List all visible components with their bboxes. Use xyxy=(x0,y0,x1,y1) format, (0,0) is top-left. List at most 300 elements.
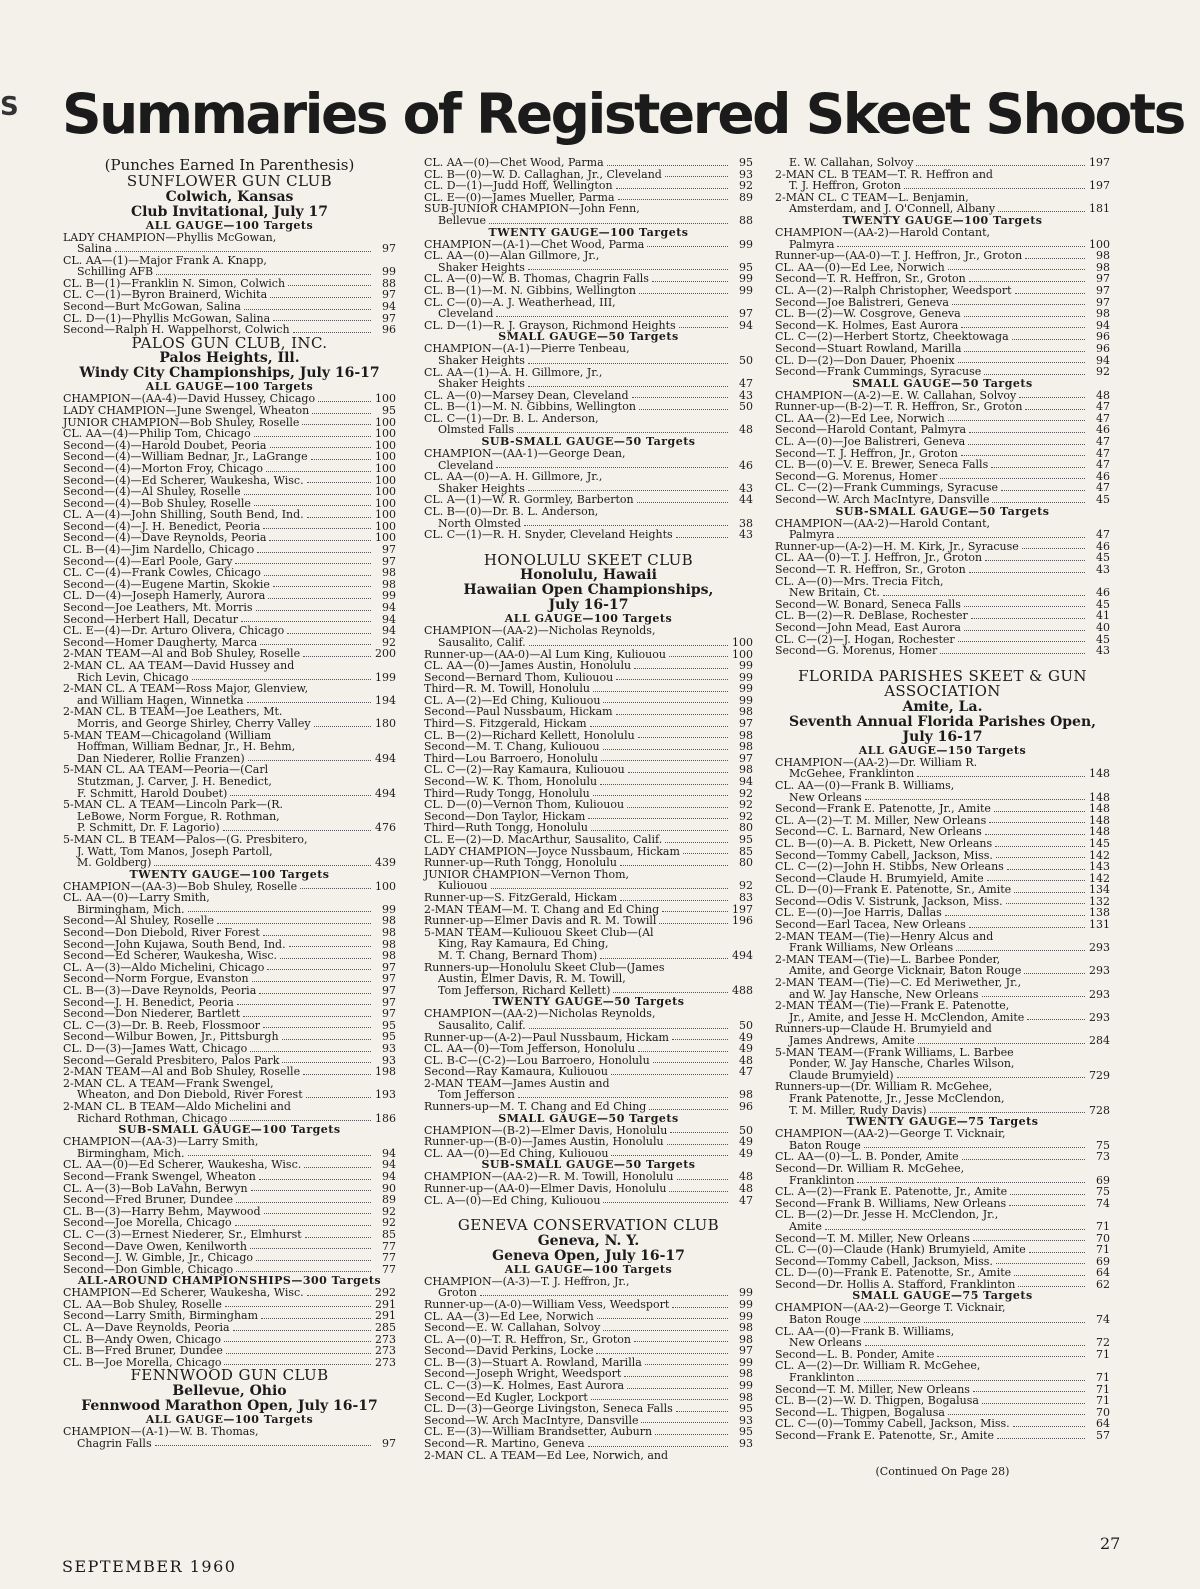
result-row xyxy=(424,529,753,541)
score-value: 83 xyxy=(739,890,753,904)
result-text: Tom Jefferson xyxy=(438,1088,515,1102)
score-value: 47 xyxy=(1096,446,1110,460)
score-value: 94 xyxy=(1096,318,1110,332)
dot-leader xyxy=(917,776,1085,777)
dot-leader xyxy=(958,641,1085,642)
dot-leader xyxy=(236,1271,371,1272)
score-value: 48 xyxy=(1096,388,1110,402)
result-row xyxy=(775,250,1110,262)
result-text: CL. AA—(0)—Frank B. Williams, xyxy=(775,778,955,792)
result-text: Birmingham, Mich. xyxy=(77,1146,185,1160)
score-value: 94 xyxy=(382,612,396,626)
result-text: Franklinton xyxy=(789,1371,855,1385)
gauge-heading: SUB-SMALL GAUGE—100 Targets xyxy=(118,1123,341,1137)
dot-leader xyxy=(616,714,728,715)
dot-leader xyxy=(528,490,728,491)
result-text: F. Schmitt, Harold Doubet) xyxy=(77,786,228,800)
result-text: Rich Levin, Chicago xyxy=(77,670,189,684)
result-text: Chagrin Falls xyxy=(77,1436,152,1450)
result-text: Second—Gerald Presbitero, Palos Park xyxy=(63,1053,280,1067)
dot-leader xyxy=(1022,548,1085,549)
result-text: Amite, and George Vicknair, Baton Rouge xyxy=(789,964,1022,978)
dot-leader xyxy=(647,246,728,247)
score-value: 47 xyxy=(1096,481,1110,495)
score-value: 97 xyxy=(382,288,396,302)
result-row xyxy=(63,799,396,811)
dot-leader xyxy=(628,772,728,773)
dot-leader xyxy=(588,818,728,819)
score-value: 43 xyxy=(1096,644,1110,658)
dot-leader xyxy=(254,436,371,437)
score-value: 48 xyxy=(739,1170,753,1184)
score-value: 92 xyxy=(739,798,753,812)
score-value: 95 xyxy=(382,403,396,417)
score-value: 45 xyxy=(1096,597,1110,611)
result-text: CL. B—(2)—Dr. Jesse H. McClendon, Jr., xyxy=(775,1208,999,1222)
result-text: CL. AA—(0)—Frank B. Williams, xyxy=(775,1324,955,1338)
dot-leader xyxy=(524,525,728,526)
result-text: 5-MAN CL. A TEAM—Lincoln Park—(R. xyxy=(63,798,284,812)
score-value: 100 xyxy=(1089,237,1110,251)
result-row xyxy=(424,285,753,297)
dot-leader xyxy=(611,1155,728,1156)
result-text: CHAMPION—(A-1)—Chet Wood, Parma xyxy=(424,237,645,251)
dot-leader xyxy=(962,1159,1085,1160)
result-text: CL. B—(3)—Harry Behm, Maywood xyxy=(63,1204,261,1218)
dot-leader xyxy=(596,1353,728,1354)
result-row xyxy=(424,506,753,518)
event-title: Fennwood Marathon Open, July 16-17 xyxy=(81,1397,378,1414)
score-value: 77 xyxy=(382,1251,396,1265)
score-value: 99 xyxy=(382,902,396,916)
result-text: Second—C. L. Barnard, New Orleans xyxy=(775,825,982,839)
result-text: Wheaton, and Don Diebold, River Forest xyxy=(77,1088,303,1102)
result-text: CHAMPION—(AA-2)—Nicholas Reynolds, xyxy=(424,1007,656,1021)
result-text: Stutzman, J. Carver, J. H. Benedict, xyxy=(77,774,272,788)
result-text: Second—T. M. Miller, New Orleans xyxy=(775,1231,970,1245)
score-value: 97 xyxy=(382,984,396,998)
dot-leader xyxy=(237,1004,371,1005)
dot-leader xyxy=(600,784,728,785)
dot-leader xyxy=(223,830,371,831)
dot-leader xyxy=(672,1039,728,1040)
score-value: 74 xyxy=(1096,1313,1110,1327)
result-text: 2-MAN TEAM—(Tie)—C. Ed Meriwether, Jr., xyxy=(775,976,1022,990)
dot-leader xyxy=(1007,869,1085,870)
result-text: Second—W. K. Thom, Honolulu xyxy=(424,775,598,789)
score-value: 99 xyxy=(739,682,753,696)
score-value: 273 xyxy=(375,1332,396,1346)
dot-leader xyxy=(969,281,1085,282)
score-value: 41 xyxy=(1096,609,1110,623)
result-text: Second—(4)—Morton Froy, Chicago xyxy=(63,461,263,475)
dot-leader xyxy=(1024,973,1085,974)
dot-leader xyxy=(496,316,728,317)
score-value: 94 xyxy=(1096,353,1110,367)
gauge-heading: ALL GAUGE—100 Targets xyxy=(145,380,314,394)
result-row xyxy=(424,834,753,846)
result-text: CHAMPION—(AA-3)—Larry Smith, xyxy=(63,1135,259,1149)
result-row xyxy=(63,1043,396,1055)
score-value: 89 xyxy=(382,1193,396,1207)
score-value: 99 xyxy=(739,670,753,684)
result-text: CL. D—(0)—Frank E. Patenotte, Sr., Amite xyxy=(775,1266,1012,1280)
dot-leader xyxy=(268,598,371,599)
result-text: T. J. Heffron, Groton xyxy=(789,179,901,193)
result-text: Second—Don Diebold, River Forest xyxy=(63,926,260,940)
dot-leader xyxy=(311,459,371,460)
result-text: CL. C—(0)—A. J. Weatherhead, III, xyxy=(424,295,616,309)
result-text: James Andrews, Amite xyxy=(789,1034,915,1047)
dot-leader xyxy=(226,1353,371,1354)
result-row xyxy=(424,1183,753,1195)
result-text: Second—Don Gimble, Chicago xyxy=(63,1262,234,1276)
result-row xyxy=(424,637,753,649)
dot-leader xyxy=(996,1263,1085,1264)
score-value: 97 xyxy=(1096,295,1110,309)
dot-leader xyxy=(1027,1019,1085,1020)
dot-leader xyxy=(638,1051,728,1052)
result-row xyxy=(424,973,753,985)
gauge-heading: SMALL GAUGE—50 Targets xyxy=(852,376,1033,390)
result-text: Second—Larry Smith, Birmingham xyxy=(63,1309,259,1323)
result-text: CL. E—(0)—James Mueller, Parma xyxy=(424,190,615,204)
dot-leader xyxy=(969,432,1085,433)
score-value: 80 xyxy=(739,821,753,835)
result-row xyxy=(775,1163,1110,1175)
result-text: 2-MAN CL. AA TEAM—David Hussey and xyxy=(63,659,295,672)
dot-leader xyxy=(230,1120,371,1121)
score-value: 148 xyxy=(1089,790,1110,804)
dot-leader xyxy=(273,320,371,321)
result-text: 2-MAN CL. A TEAM—Ed Lee, Norwich, and xyxy=(424,1448,669,1462)
result-text: CHAMPION—(AA-2)—George T. Vicknair, xyxy=(775,1301,1006,1315)
dot-leader xyxy=(603,702,728,703)
gauge-heading: SMALL GAUGE—50 Targets xyxy=(498,330,679,344)
score-value: 46 xyxy=(1096,586,1110,600)
dot-leader xyxy=(669,1191,728,1192)
dot-leader xyxy=(1015,293,1085,294)
dot-leader xyxy=(247,702,371,703)
result-row xyxy=(424,1380,753,1392)
result-text: 5-MAN TEAM—Kuliouou Skeet Club—(Al xyxy=(424,925,654,939)
result-text: CHAMPION—Ed Scherer, Waukesha, Wisc. xyxy=(63,1286,304,1300)
result-text: CL. D—(3)—George Livingston, Seneca Falls xyxy=(424,1402,673,1416)
result-text: CL. A—(2)—Ed Ching, Kuliouou xyxy=(424,693,601,707)
score-value: 494 xyxy=(375,751,396,765)
score-value: 70 xyxy=(1096,1405,1110,1419)
score-value: 98 xyxy=(382,577,396,591)
dot-leader xyxy=(964,630,1085,631)
result-row xyxy=(775,227,1110,239)
score-value: 148 xyxy=(1089,813,1110,827)
dot-leader xyxy=(251,1190,371,1191)
result-text: Palmyra xyxy=(789,528,835,542)
score-value: 98 xyxy=(382,949,396,963)
result-text: 2-MAN CL. B TEAM—Aldo Michelini and xyxy=(63,1099,291,1113)
result-row xyxy=(775,1221,1110,1233)
dot-leader xyxy=(257,552,371,553)
result-row xyxy=(63,857,396,869)
score-value: 94 xyxy=(382,1158,396,1172)
result-text: CL. C—(3)—K. Holmes, East Aurora xyxy=(424,1379,625,1393)
result-text: Runners-up—Claude H. Brumyield and xyxy=(775,1022,992,1036)
result-row xyxy=(63,927,396,939)
score-value: 293 xyxy=(1089,941,1110,955)
result-text: CL. A—(0)—Marsey Dean, Cleveland xyxy=(424,388,629,402)
result-text: Second—W. Arch MacIntyre, Dansville xyxy=(775,493,990,507)
dot-leader xyxy=(964,351,1085,352)
score-value: 43 xyxy=(739,388,753,402)
score-value: 180 xyxy=(375,716,396,730)
result-text: CL. B—(3)—Dave Reynolds, Peoria xyxy=(63,984,257,998)
dot-leader xyxy=(188,911,371,912)
club-name: SUNFLOWER GUN CLUB xyxy=(126,172,333,190)
dot-leader xyxy=(973,1240,1085,1241)
result-text: Second—Fred Bruner, Dundee xyxy=(63,1193,234,1207)
column-2 xyxy=(424,157,753,1461)
score-value: 71 xyxy=(1096,1382,1110,1396)
score-value: 98 xyxy=(1096,260,1110,274)
result-text: Olmsted Falls xyxy=(438,423,515,437)
result-row xyxy=(775,1186,1110,1198)
club-location: Palos Heights, Ill. xyxy=(159,350,300,367)
score-value: 99 xyxy=(739,659,753,673)
result-text: Second—(4)—Dave Reynolds, Peoria xyxy=(63,531,267,545)
result-text: Second—Paul Nussbaum, Hickam xyxy=(424,705,613,719)
result-text: CL. AA—(0)—Ed Ching, Kuliouou xyxy=(424,1146,609,1160)
score-value: 96 xyxy=(1096,330,1110,344)
result-text: Second—Dr. William R. McGehee, xyxy=(775,1161,965,1175)
score-value: 89 xyxy=(739,190,753,204)
result-text: Third—Lou Barroero, Honolulu xyxy=(424,751,599,765)
score-value: 98 xyxy=(1096,307,1110,321)
dot-leader xyxy=(307,1295,371,1296)
result-text: Sausalito, Calif. xyxy=(438,635,526,649)
result-row xyxy=(775,494,1110,506)
score-value: 95 xyxy=(382,1030,396,1044)
dot-leader xyxy=(948,1414,1085,1415)
page-title: Summaries of Registered Skeet Shoots xyxy=(62,82,1184,146)
result-text: Second—W. Bonard, Seneca Falls xyxy=(775,597,961,611)
result-text: LADY CHAMPION—Phyllis McGowan, xyxy=(63,230,277,244)
score-value: 94 xyxy=(739,318,753,332)
score-value: 97 xyxy=(382,242,396,256)
result-text: Second—Bernard Thom, Kuliouou xyxy=(424,670,614,684)
result-text: CL. B—(0)—Dr. B. L. Anderson, xyxy=(424,505,599,519)
dot-leader xyxy=(918,1043,1085,1044)
score-value: 49 xyxy=(739,1135,753,1149)
result-text: Second—Dr. Hollis A. Stafford, Franklinton xyxy=(775,1277,1016,1291)
score-value: 43 xyxy=(1096,563,1110,576)
score-value: 194 xyxy=(375,693,396,707)
dot-leader xyxy=(672,1307,728,1308)
result-text: CL. B—(0)—A. B. Pickett, New Orleans xyxy=(775,836,993,850)
score-value: 99 xyxy=(739,1286,753,1300)
column-1 xyxy=(63,157,396,1449)
dot-leader xyxy=(282,1039,371,1040)
result-row xyxy=(424,1195,753,1207)
score-value: 97 xyxy=(739,751,753,765)
result-text: LeBowe, Norm Forgue, R. Rothman, xyxy=(77,809,280,823)
margin-mark: S xyxy=(0,92,19,122)
event-title: Geneva Open, July 16-17 xyxy=(492,1247,685,1264)
result-text: JUNIOR CHAMPION—Vernon Thom, xyxy=(424,867,630,881)
score-value: 95 xyxy=(382,1018,396,1032)
result-text: CL. AA—(0)—Chet Wood, Parma xyxy=(424,156,604,169)
result-text: CL. C—(4)—Frank Cowles, Chicago xyxy=(63,566,261,580)
continued-note: (Continued On Page 28) xyxy=(875,1464,1010,1478)
score-value: 97 xyxy=(382,960,396,974)
result-row xyxy=(775,436,1110,448)
score-value: 292 xyxy=(375,1286,396,1300)
result-text: Salina xyxy=(77,242,112,256)
dot-leader xyxy=(224,1341,371,1342)
result-text: Second—(4)—Ed Scherer, Waukesha, Wisc. xyxy=(63,473,304,487)
result-text: Second—(4)—Bob Shuley, Roselle xyxy=(63,496,251,510)
score-value: 197 xyxy=(732,902,753,916)
result-text: E. W. Callahan, Solvoy xyxy=(789,156,914,169)
result-row xyxy=(63,1194,396,1206)
score-value: 64 xyxy=(1096,1417,1110,1431)
result-text: Cleveland xyxy=(438,458,494,472)
dot-leader xyxy=(264,575,371,576)
result-text: CL. AA—(0)—Ed Scherer, Waukesha, Wisc. xyxy=(63,1158,302,1172)
dot-leader xyxy=(639,293,728,294)
score-value: 99 xyxy=(739,1309,753,1323)
score-value: 148 xyxy=(1089,802,1110,816)
result-text: Third—Ruth Tongg, Honolulu xyxy=(424,821,589,835)
dot-leader xyxy=(679,327,728,328)
score-value: 71 xyxy=(1096,1347,1110,1361)
dot-leader xyxy=(649,1109,728,1110)
score-value: 50 xyxy=(739,1018,753,1032)
result-text: 2-MAN CL. B TEAM—Joe Leathers, Mt. xyxy=(63,705,283,719)
score-value: 73 xyxy=(1096,1150,1110,1164)
score-value: 97 xyxy=(739,307,753,321)
result-text: CL. C—(2)—Herbert Stortz, Cheektowaga xyxy=(775,330,1009,344)
result-text: CHAMPION—(A-1)—Pierre Tenbeau, xyxy=(424,342,630,356)
score-value: 64 xyxy=(1096,1266,1110,1280)
dot-leader xyxy=(235,563,371,564)
result-text: CL. C—(2)—John H. Stibbs, New Orleans xyxy=(775,860,1004,874)
dot-leader xyxy=(837,537,1085,538)
score-value: 143 xyxy=(1089,860,1110,874)
result-text: 2-MAN CL. C TEAM—L. Benjamin, xyxy=(775,190,969,204)
dot-leader xyxy=(156,274,371,275)
gauge-heading: SUB-SMALL GAUGE—50 Targets xyxy=(835,504,1050,518)
score-value: 92 xyxy=(739,879,753,893)
result-text: CL. A—Dave Reynolds, Peoria xyxy=(63,1321,230,1335)
column-3 xyxy=(775,157,1110,1477)
result-row xyxy=(775,803,1110,815)
dot-leader xyxy=(864,1322,1085,1323)
score-value: 95 xyxy=(739,1425,753,1439)
dot-leader xyxy=(154,865,371,866)
dot-leader xyxy=(300,888,371,889)
dot-leader xyxy=(971,618,1085,619)
dot-leader xyxy=(225,1306,371,1307)
score-value: 96 xyxy=(739,1100,753,1114)
gauge-heading: TWENTY GAUGE—100 Targets xyxy=(488,225,689,239)
result-text: CL. E—(3)—William Brandsetter, Auburn xyxy=(424,1425,653,1439)
result-text: Second—(4)—Eugene Martin, Skokie xyxy=(63,577,270,591)
score-value: 77 xyxy=(382,1262,396,1276)
dot-leader xyxy=(256,610,371,611)
result-text: 2-MAN TEAM—Al and Bob Shuley, Roselle xyxy=(63,647,301,661)
dot-leader xyxy=(676,537,728,538)
dot-leader xyxy=(620,865,728,866)
score-value: 494 xyxy=(375,786,396,800)
result-row xyxy=(424,1299,753,1311)
result-text: Second—T. R. Heffron, Sr., Groton xyxy=(775,563,966,576)
result-text: CL. B—(0)—W. D. Callaghan, Jr., Cleveland xyxy=(424,167,662,181)
dot-leader xyxy=(613,992,728,993)
result-text: CL. AA—(0)—L. B. Ponder, Amite xyxy=(775,1150,959,1164)
gauge-heading: SUB-SMALL GAUGE—50 Targets xyxy=(481,1158,696,1172)
score-value: 88 xyxy=(382,276,396,290)
score-value: 97 xyxy=(382,1436,396,1450)
score-value: 100 xyxy=(375,879,396,893)
dot-leader xyxy=(645,1364,728,1365)
club-location: Geneva, N. Y. xyxy=(537,1232,640,1249)
dot-leader xyxy=(637,502,728,503)
result-text: Runner-up—(A-2)—H. M. Kirk, Jr., Syracuse xyxy=(775,539,1019,553)
result-row xyxy=(424,1043,753,1055)
result-text: CL. A—(2)—Frank E. Patenotte, Jr., Amite xyxy=(775,1185,1008,1199)
score-value: 70 xyxy=(1096,1231,1110,1245)
result-text: CL. A—(0)—Mrs. Trecia Fitch, xyxy=(775,574,944,588)
result-row xyxy=(424,1450,753,1462)
result-text: Second—T. R. Heffron, Sr., Groton xyxy=(775,272,966,286)
result-text: Second—Claude H. Brumyield, Amite xyxy=(775,871,984,885)
result-text: CL. D—(0)—Vernon Thom, Kuliouou xyxy=(424,798,625,812)
note-line: (Punches Earned In Parenthesis) xyxy=(104,156,355,174)
club-name: FENNWOOD GUN CLUB xyxy=(130,1366,329,1385)
dot-leader xyxy=(998,211,1085,212)
dot-leader xyxy=(1018,1286,1085,1287)
dot-leader xyxy=(961,327,1085,328)
result-text: CL. D—(2)—Don Dauer, Phoenix xyxy=(775,353,955,367)
result-text: 2-MAN TEAM—(Tie)—Frank E. Patenotte, xyxy=(775,999,1010,1013)
result-text: LADY CHAMPION—Joyce Nussbaum, Hickam xyxy=(424,844,680,858)
dot-leader xyxy=(528,363,728,364)
result-text: CL. B—(1)—M. N. Gibbins, Wellington xyxy=(424,283,636,297)
gauge-heading: TWENTY GAUGE—100 Targets xyxy=(842,213,1043,227)
result-text: Hoffman, William Bednar, Jr., H. Behm, xyxy=(77,740,296,754)
result-text: Second—W. Arch MacIntyre, Dansville xyxy=(424,1413,639,1427)
dot-leader xyxy=(1029,1252,1085,1253)
result-text: CL. AA—(1)—Major Frank A. Knapp, xyxy=(63,253,267,267)
footer-date: SEPTEMBER 1960 xyxy=(62,1557,237,1576)
dot-leader xyxy=(1014,1275,1085,1276)
dot-leader xyxy=(632,397,728,398)
club-name: HONOLULU SKEET CLUB xyxy=(483,550,694,569)
result-text: King, Ray Kamaura, Ed Ching, xyxy=(438,937,609,951)
score-value: 96 xyxy=(1096,341,1110,355)
score-value: 46 xyxy=(1096,539,1110,553)
result-text: Second—Ed Kugler, Lockport xyxy=(424,1390,588,1404)
result-row xyxy=(63,301,396,313)
result-text: Groton xyxy=(438,1286,477,1300)
result-text: 2-MAN CL. A TEAM—Frank Swengel, xyxy=(63,1076,274,1090)
result-text: CHAMPION—(A-3)—T. J. Heffron, Jr., xyxy=(424,1274,630,1288)
score-value: 98 xyxy=(739,740,753,754)
dot-leader xyxy=(289,946,371,947)
result-text: CHAMPION—(AA-2)—Dr. William R. xyxy=(775,755,978,769)
score-value: 98 xyxy=(739,1321,753,1335)
score-value: 200 xyxy=(375,647,396,661)
